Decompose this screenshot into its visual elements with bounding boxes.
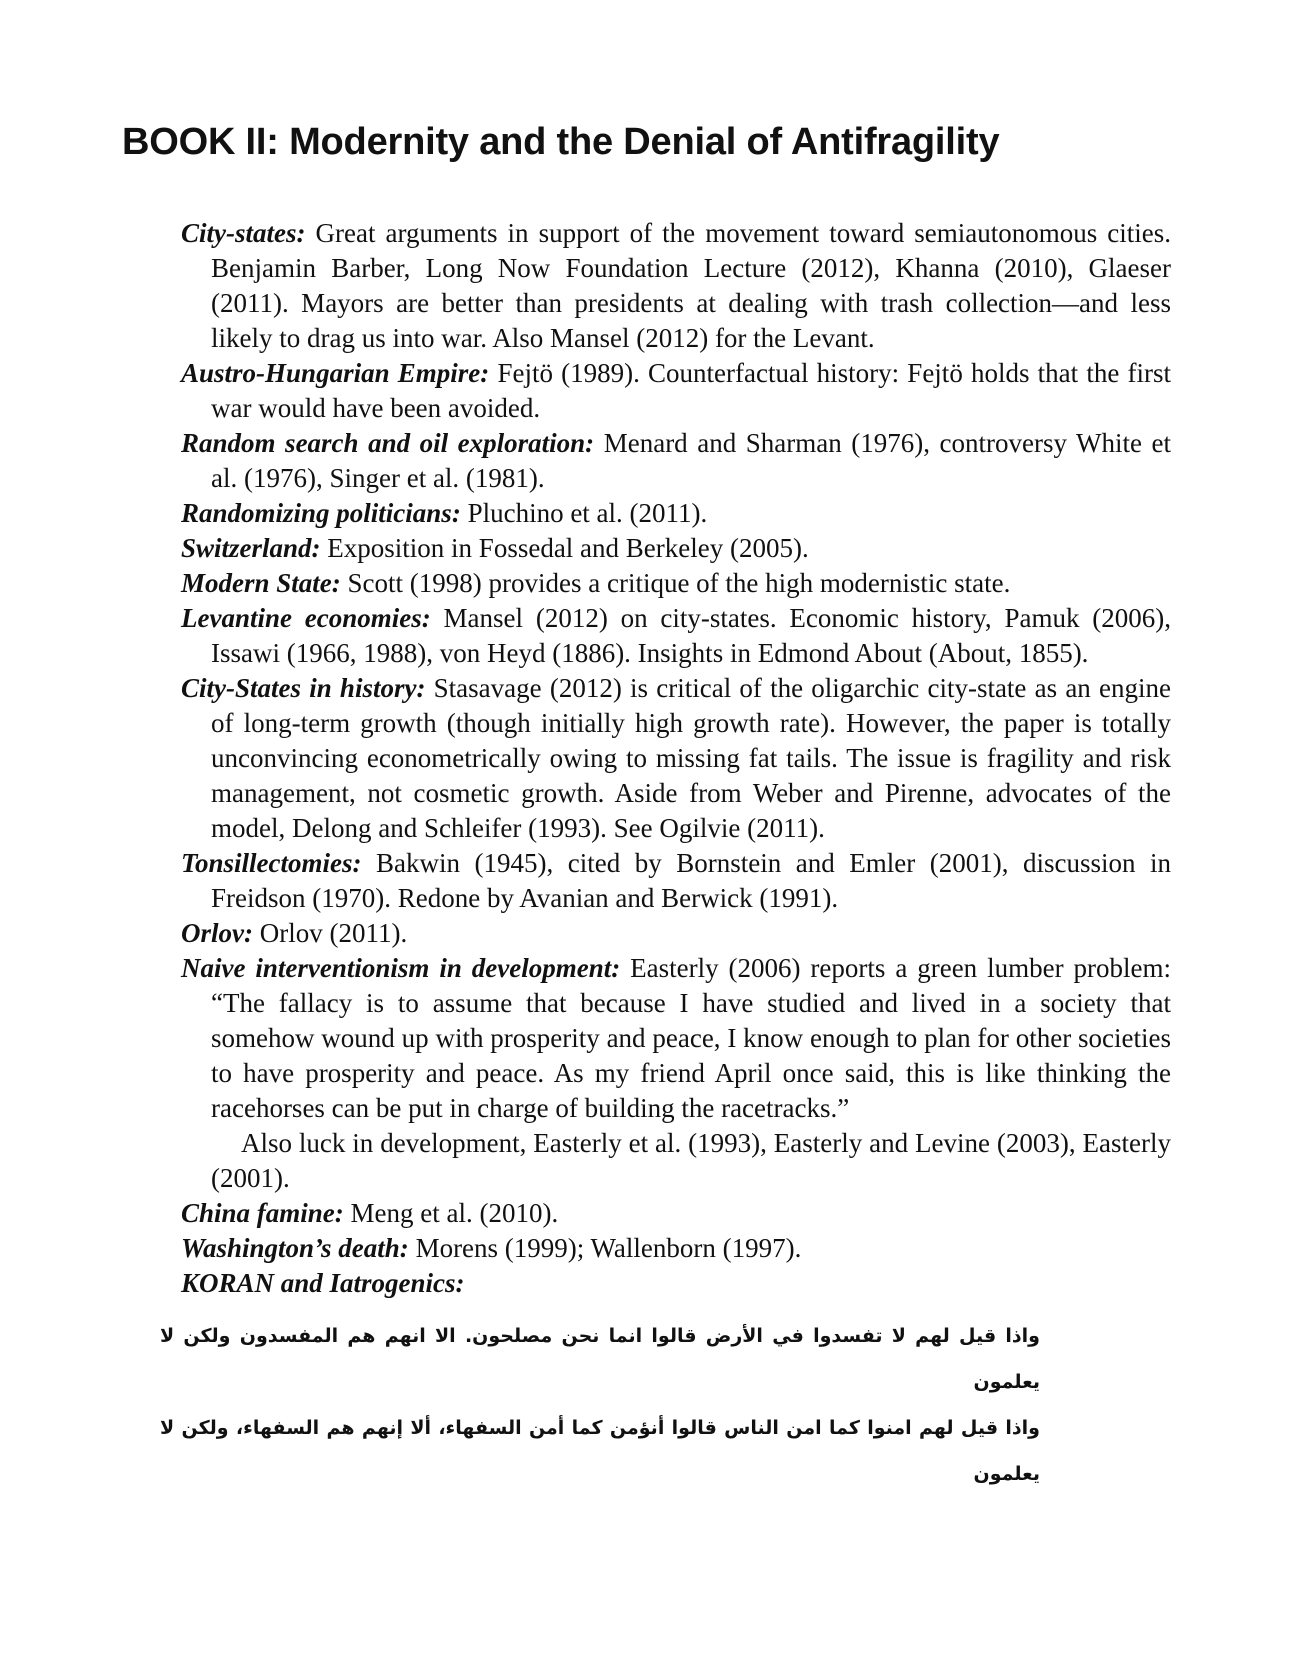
entry-text: Menard and Sharman (1976), controversy White et al. (1976), Singer et al. (1981). (211, 428, 1172, 493)
notes-body (181, 216, 1171, 1301)
entry-term: Switzerland: (181, 533, 321, 563)
entry-text: Fejtö (1989). Counterfactual history: Fejtö holds that the first war would have been avoided. (211, 358, 1171, 423)
note-entry (181, 601, 1171, 671)
note-entry (181, 496, 1171, 531)
note-entry (181, 951, 1171, 1126)
entry-continuation: Also luck in development, Easterly et al. (1993), Easterly and Levine (2003), Easterly (2001). (211, 1128, 1171, 1193)
entry-term: City-States in history: (181, 673, 426, 703)
note-entry (181, 531, 1171, 566)
entry-term: Modern State: (181, 568, 341, 598)
arabic-verse-line: واذا قيل لهم امنوا كما امن الناس قالوا أنؤمن كما أمن السفهاء، ألا إنهم هم السفهاء، ولكن لا يعلمون (160, 1417, 1040, 1485)
entry-term: Tonsillectomies: (181, 848, 362, 878)
entry-text: Stasavage (2012) is critical of the oligarchic city-state as an engine of long-term growth (though initially high growth rate). However, the paper is totally unconvincing econometrically owing to missing fat tails. The issue is fragility and risk management, not cosmetic growth. Aside from Weber and Pirenne, advocates of the model, Delong and Schleifer (1993). See Ogilvie (2011). (211, 673, 1171, 843)
page-title: BOOK II: Modernity and the Denial of Antifragility (122, 121, 1000, 163)
entry-term: Austro-Hungarian Empire: (181, 358, 490, 388)
note-entry (181, 216, 1171, 356)
entry-term: Naive interventionism in development: (181, 953, 621, 983)
entry-text: Easterly (2006) reports a green lumber problem: “The fallacy is to assume that because I have studied and lived in a society that somehow wound up with prosperity and peace, I know enough to plan for other societies to have prosperity and peace. As my friend April once said, this is like thinking the racehorses can be put in charge of building the racetracks.” (211, 953, 1171, 1123)
entry-text: Morens (1999); Wallenborn (1997). (408, 1233, 802, 1263)
note-entry (181, 916, 1171, 951)
entry-term: Orlov: (181, 918, 253, 948)
entry-text: Exposition in Fossedal and Berkeley (2005). (320, 533, 809, 563)
note-entry (181, 426, 1171, 496)
entry-term: KORAN and Iatrogenics: (181, 1268, 465, 1298)
entry-term: Randomizing politicians: (181, 498, 461, 528)
entry-text: Pluchino et al. (2011). (460, 498, 708, 528)
entry-term: China famine: (181, 1198, 344, 1228)
note-entry (181, 1231, 1171, 1266)
entry-text: Bakwin (1945), cited by Bornstein and Emler (2001), discussion in Freidson (1970). Redone by Avanian and Berwick (1991). (211, 848, 1171, 913)
entry-text: Orlov (2011). (252, 918, 408, 948)
note-entry (181, 566, 1171, 601)
entry-term: Levantine economies: (181, 603, 431, 633)
entry-text: Meng et al. (2010). (343, 1198, 559, 1228)
entry-text: Scott (1998) provides a critique of the high modernistic state. (340, 568, 1011, 598)
note-entry (181, 671, 1171, 846)
entry-term: Random search and oil exploration: (181, 428, 595, 458)
entry-term: City-states: (181, 218, 306, 248)
entry-text: Mansel (2012) on city-states. Economic history, Pamuk (2006), Issawi (1966, 1988), von Heyd (1886). Insights in Edmond About (About, 1855). (211, 603, 1171, 668)
entry-term: Washington’s death: (181, 1233, 409, 1263)
note-entry (181, 1266, 1171, 1301)
note-entry (181, 356, 1171, 426)
arabic-verse-line: واذا قيل لهم لا تفسدوا في الأرض قالوا انما نحن مصلحون. الا انهم هم المفسدون ولكن لا يعلمون (160, 1325, 1040, 1393)
entry-text: Great arguments in support of the movement toward semiautonomous cities. Benjamin Barber, Long Now Foundation Lecture (2012), Khanna (2010), Glaeser (2011). Mayors are better than presidents at dealing with trash collection—and less likely to drag us into war. Also Mansel (2012) for the Levant. (211, 218, 1171, 353)
note-entry (181, 1196, 1171, 1231)
arabic-verses (160, 1313, 1040, 1497)
note-entry (181, 846, 1171, 916)
